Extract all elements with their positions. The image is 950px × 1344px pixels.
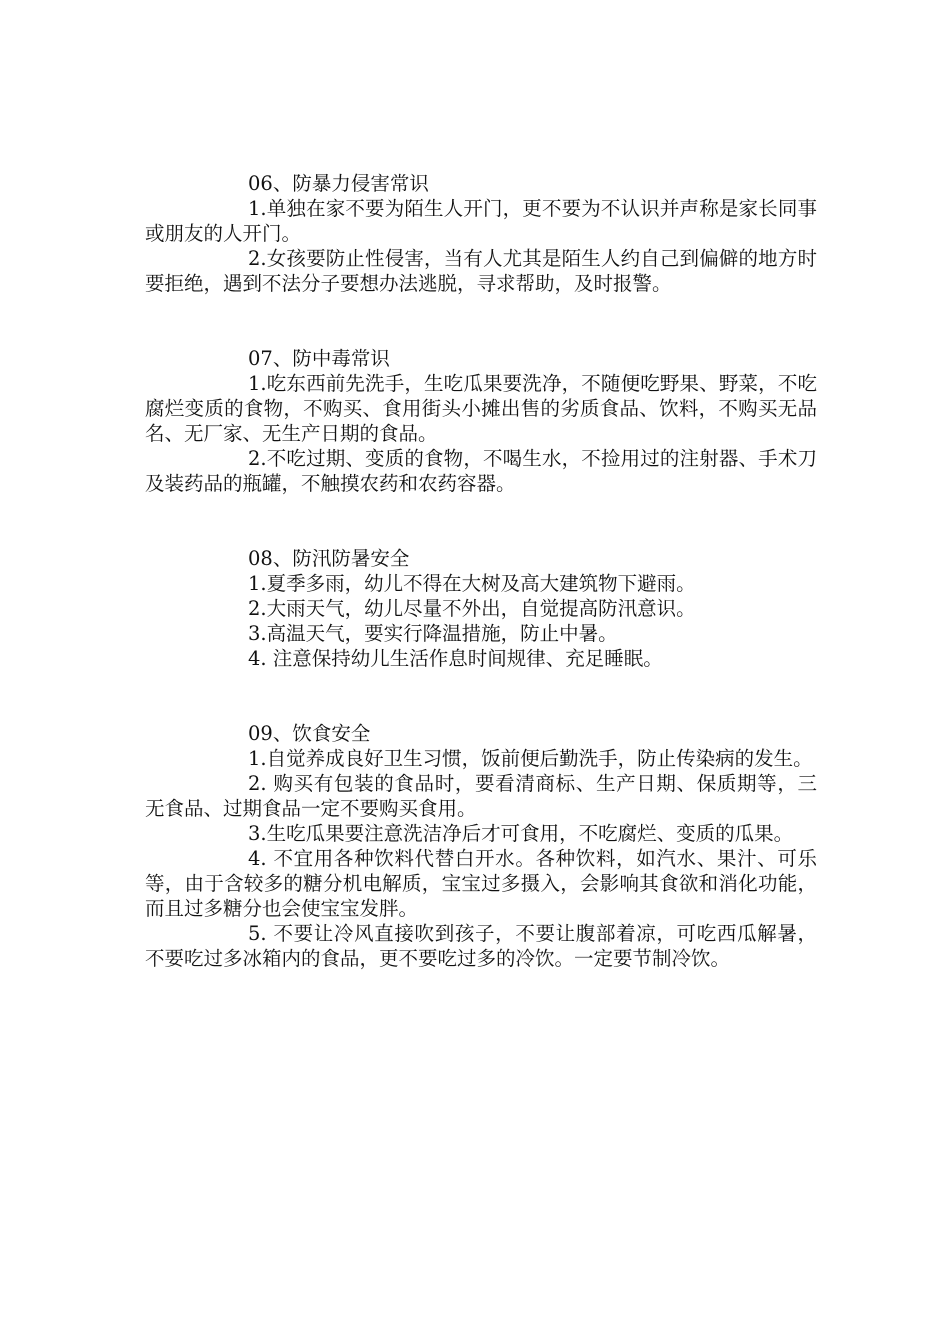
- section-paragraph: 1.夏季多雨，幼儿不得在大树及高大建筑物下避雨。: [248, 572, 696, 595]
- section-paragraph: 4. 不宜用各种饮料代替白开水。各种饮料，如汽水、果汁、可乐等，由于含较多的糖分机电解质，宝宝过多摄入，会影响其食欲和消化功能，而且过多糖分也会使宝宝发胖。: [145, 847, 817, 920]
- section-food-safety: [145, 721, 817, 971]
- section-heading: 06、防暴力侵害常识: [248, 172, 429, 195]
- section-paragraph: 2. 购买有包装的食品时，要看清商标、生产日期、保质期等，三无食品、过期食品一定不要购买食用。: [145, 772, 817, 820]
- section-violence-prevention: [145, 171, 817, 296]
- section-flood-heat-safety: [145, 546, 817, 671]
- section-paragraph: 1.自觉养成良好卫生习惯，饭前便后勤洗手，防止传染病的发生。: [248, 747, 813, 770]
- section-poisoning-prevention: [145, 346, 817, 496]
- section-paragraph: 5. 不要让冷风直接吹到孩子，不要让腹部着凉，可吃西瓜解暑，不要吃过多冰箱内的食品，更不要吃过多的冷饮。一定要节制冷饮。: [145, 922, 817, 970]
- section-paragraph: 2.不吃过期、变质的食物，不喝生水，不捡用过的注射器、手术刀及装药品的瓶罐，不触摸农药和农药容器。: [145, 447, 817, 495]
- section-paragraph: 2.大雨天气，幼儿尽量不外出，自觉提高防汛意识。: [248, 597, 696, 620]
- section-paragraph: 2.女孩要防止性侵害，当有人尤其是陌生人约自己到偏僻的地方时要拒绝，遇到不法分子要想办法逃脱，寻求帮助，及时报警。: [145, 247, 817, 295]
- section-heading: 08、防汛防暑安全: [248, 547, 410, 570]
- section-paragraph: 3.生吃瓜果要注意洗洁净后才可食用，不吃腐烂、变质的瓜果。: [248, 822, 794, 845]
- section-paragraph: 1.单独在家不要为陌生人开门，更不要为不认识并声称是家长同事或朋友的人开门。: [145, 197, 817, 245]
- section-paragraph: 3.高温天气，要实行降温措施，防止中暑。: [248, 622, 618, 645]
- section-paragraph: 4. 注意保持幼儿生活作息时间规律、充足睡眠。: [248, 647, 663, 670]
- section-heading: 07、防中毒常识: [248, 347, 390, 370]
- document-page: [145, 171, 817, 971]
- section-heading: 09、饮食安全: [248, 722, 371, 745]
- section-paragraph: 1.吃东西前先洗手，生吃瓜果要洗净，不随便吃野果、野菜，不吃腐烂变质的食物，不购买、食用街头小摊出售的劣质食品、饮料，不购买无品名、无厂家、无生产日期的食品。: [145, 372, 817, 445]
